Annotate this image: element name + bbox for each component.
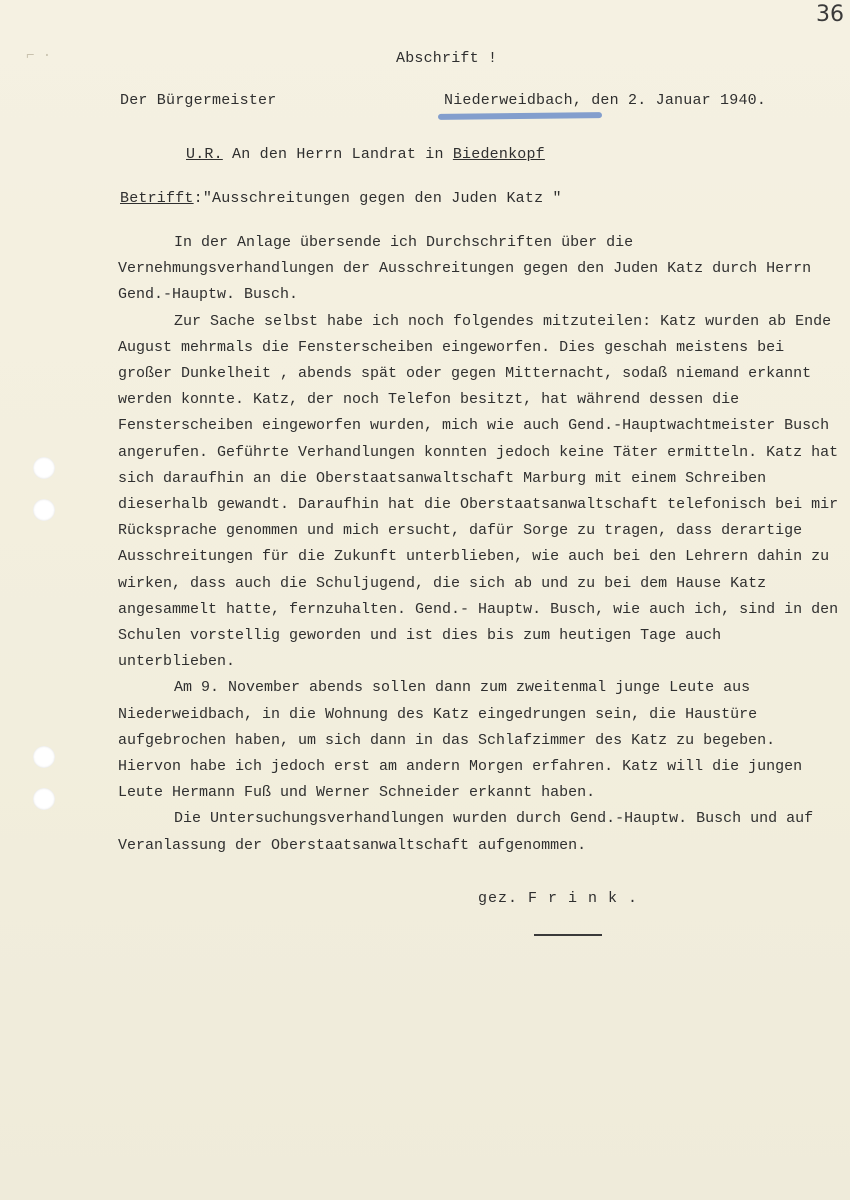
document-heading: Abschrift !	[396, 50, 498, 67]
sender: Der Bürgermeister	[120, 92, 277, 109]
punch-hole	[33, 788, 55, 810]
place-date: Niederweidbach, den 2. Januar 1940.	[444, 92, 767, 109]
paragraph: Am 9. November abends sollen dann zum zweitenmal junge Leute aus Niederweidbach, in die Wohnung des Katz eingedrungen sein, die Haustüre aufgebrochen haben, um sich dann in das Schlafzimmer des Katz zu begeben. Hiervon habe ich jedoch erst am andern Morgen erfahren. Katz will die jungen Leute Hermann Fuß und Werner Schneider erkannt haben.	[118, 679, 803, 802]
addressee-text: An den Herrn Landrat in	[222, 146, 453, 163]
punch-hole	[33, 499, 55, 521]
addressee-prefix: U.R.	[186, 146, 223, 163]
signature-line	[534, 934, 602, 936]
paragraph: Zur Sache selbst habe ich noch folgendes mitzuteilen: Katz wurden ab Ende August mehrmals die Fensterscheiben eingeworfen. Dies geschah meistens bei großer Dunkelheit , abends spät oder gegen Mitternacht, sodaß niemand erkannt werden konnte. Katz, der noch Telefon besitzt, hat während dessen die Fensterscheiben eingeworfen wurden, mich wie auch Gend.-Hauptwachtmeister Busch angerufen. Geführte Verhandlungen konnten jedoch keine Täter ermitteln. Katz hat sich daraufhin an die Oberstaatsanwaltschaft Marburg mit einem Schreiben dieserhalb gewandt. Daraufhin hat die Oberstaatsanwaltschaft telefonisch bei mir Rücksprache genommen und mich ersucht, dafür Sorge zu tragen, dass derartige Ausschreitungen für die Zukunft unterblieben, wie auch bei den Lehrern dahin zu wirken, dass auch die Schuljugend, die sich ab und zu bei dem Hause Katz angesammelt hatte, fernzuhalten. Gend.- Hauptw. Busch, wie auch ich, sind in den Schulen vorstellig geworden und ist dies bis zum heutigen Tage auch unterblieben.	[118, 312, 839, 671]
blue-pencil-underline	[438, 112, 602, 120]
letter-body	[118, 230, 842, 859]
addressee	[186, 146, 545, 163]
punch-hole	[33, 746, 55, 768]
subject-line	[120, 190, 562, 207]
addressee-place: Biedenkopf	[452, 146, 545, 163]
paragraph: In der Anlage übersende ich Durchschriften über die Vernehmungsverhandlungen der Ausschreitungen gegen den Juden Katz durch Herrn Gend.-Hauptw. Busch.	[118, 234, 812, 304]
punch-hole	[33, 457, 55, 479]
signature: gez. F r i n k .	[478, 890, 639, 907]
margin-pencil-mark: ⌐ ·	[26, 48, 52, 64]
paragraph: Die Untersuchungsverhandlungen wurden durch Gend.-Hauptw. Busch und auf Veranlassung der Oberstaatsanwaltschaft aufgenommen.	[118, 810, 814, 854]
subject-text: :"Ausschreitungen gegen den Juden Katz "	[193, 190, 562, 207]
subject-label: Betrifft	[120, 190, 194, 207]
page-number: 36	[816, 2, 844, 27]
